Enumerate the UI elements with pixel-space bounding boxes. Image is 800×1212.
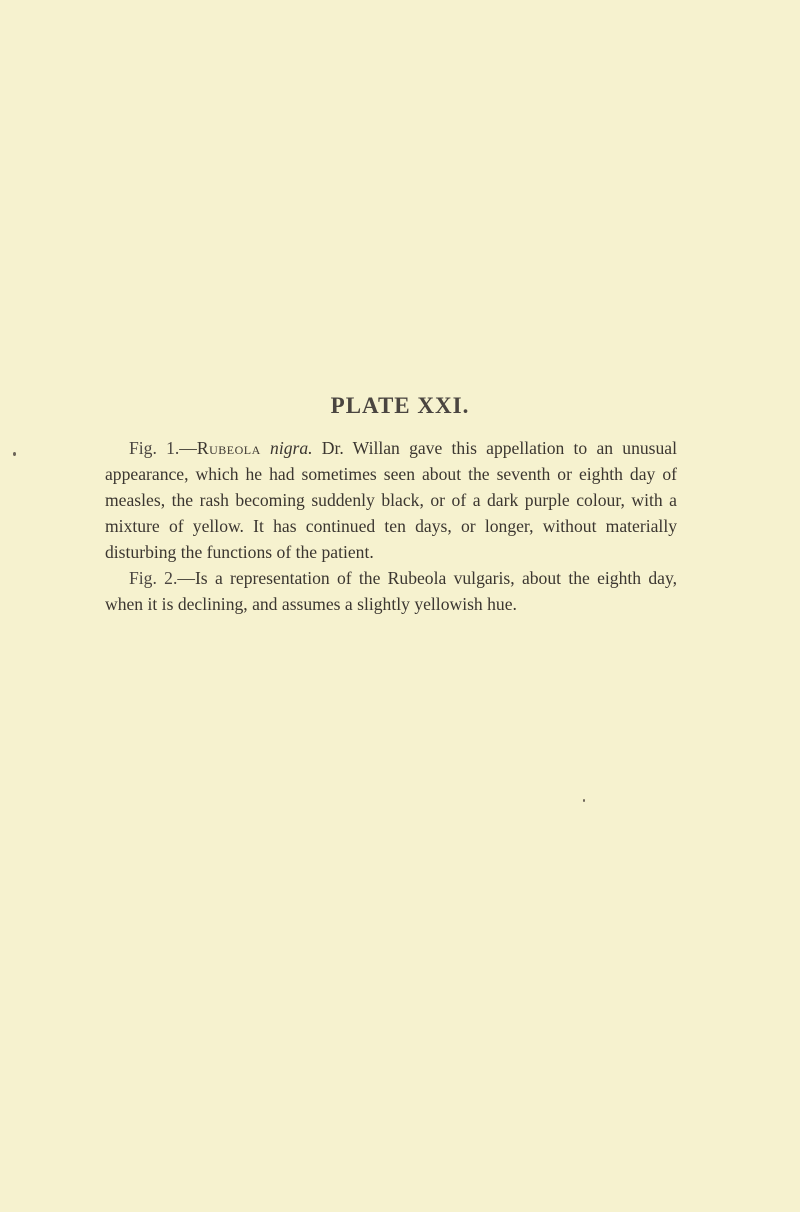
paper-speck [583, 799, 585, 802]
fig-2-label: Fig. 2. [129, 568, 178, 588]
fig-2-description [105, 565, 677, 617]
fig-1-text: Dr. Willan gave this appellation to an unusual appearance, which he had sometimes seen about the seventh or eighth day of measles, the rash becoming suddenly black, or of a dark purple colour, with a mixture of yellow. It has continued ten days, or longer, without materially disturbing the functions of the patient. [105, 438, 678, 562]
fig-2-text: —Is a representation of the Rubeola vulgaris, about the eighth day, when it is declining, and assumes a slightly yellowish hue. [105, 568, 678, 614]
fig-1-label: Fig. 1. [129, 438, 180, 458]
paper-speck [13, 452, 16, 456]
fig-1-dash: — [179, 438, 197, 458]
plate-title: PLATE XXI. [330, 393, 470, 418]
fig-1-description [105, 435, 677, 565]
fig-1-name-italic: nigra. [270, 438, 313, 458]
fig-1-name-caps: Rubeola [196, 438, 261, 458]
